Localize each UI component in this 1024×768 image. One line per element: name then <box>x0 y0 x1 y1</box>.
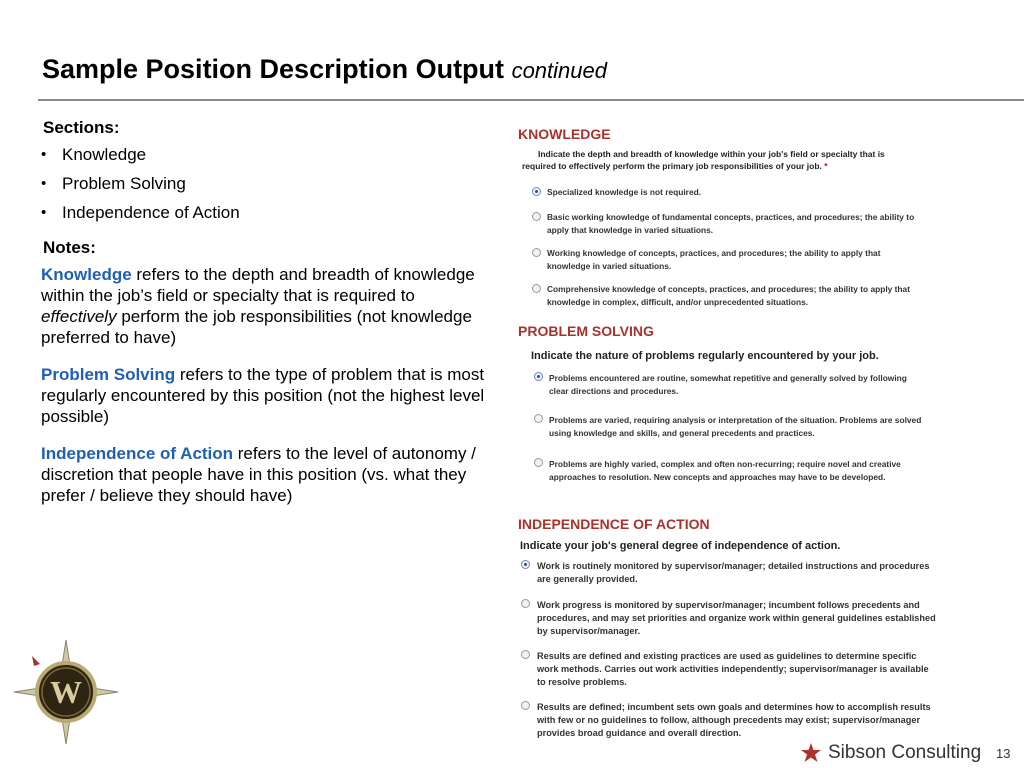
problem-solving-option-3-radio[interactable] <box>534 458 543 467</box>
notes-heading: Notes: <box>43 238 96 257</box>
star-logo-icon <box>800 742 822 764</box>
problem-solving-option-2: Problems are varied, requiring analysis or interpretation of the situation. Problems are solved using knowledge and skills, and general precedents and practices. <box>549 415 922 438</box>
independence-option-1-radio[interactable] <box>521 560 530 569</box>
knowledge-option-4: Comprehensive knowledge of concepts, practices, and procedures; the ability to apply that knowledge in complex, difficult, and/or unprecedented situations. <box>547 284 910 307</box>
knowledge-option-2: Basic working knowledge of fundamental concepts, practices, and procedures; the ability to apply that knowledge in varied situations. <box>547 212 915 235</box>
note-text: perform the job responsibilities (not knowledge preferred to have) <box>41 307 472 347</box>
knowledge-option-3: Working knowledge of concepts, practices, and procedures; the ability to apply that knowledge in varied situations. <box>547 248 881 271</box>
title-sub: continued <box>511 58 607 83</box>
note-emphasis: effectively <box>41 307 117 326</box>
required-mark: * <box>824 161 828 171</box>
note-term: Problem Solving <box>41 365 176 384</box>
independence-option-2-radio[interactable] <box>521 599 530 608</box>
list-item <box>41 173 491 194</box>
bullet-icon: • <box>41 175 47 192</box>
independence-option-3: Results are defined and existing practices are used as guidelines to determine specific work methods. Carries out work activities independently; supervisor/manager is available to resolve problems. <box>537 651 929 687</box>
note-text: refers to the type of problem that is most regularly encountered by this position (not the highest level possible) <box>41 365 485 426</box>
note-problem-solving <box>41 364 491 427</box>
sections-heading: Sections: <box>43 118 120 137</box>
list-item-label: Problem Solving <box>62 174 186 193</box>
notes-panel <box>41 117 491 522</box>
list-item-label: Independence of Action <box>62 203 240 222</box>
problem-solving-option-2-radio[interactable] <box>534 414 543 423</box>
knowledge-option-1-radio[interactable] <box>532 187 541 196</box>
logo-letter: W <box>50 674 82 710</box>
knowledge-option-3-radio[interactable] <box>532 248 541 257</box>
independence-option-3-radio[interactable] <box>521 650 530 659</box>
knowledge-heading: KNOWLEDGE <box>518 126 611 142</box>
independence-option-2: Work progress is monitored by supervisor/manager; incumbent follows precedents and procedures, and may set priorities and organize work within general guidelines established by supervisor/manager. <box>537 600 936 636</box>
note-text: refers to the depth and breadth of knowledge within the job’s field or specialty that is required to <box>41 265 475 305</box>
page-number: 13 <box>996 746 1011 761</box>
note-knowledge <box>41 264 491 348</box>
independence-heading: INDEPENDENCE OF ACTION <box>518 516 710 532</box>
compass-logo-icon <box>10 636 122 748</box>
bullet-icon: • <box>41 204 47 221</box>
independence-option-4: Results are defined; incumbent sets own goals and determines how to accomplish results with few or no guidelines to follow, although precedents may exist; supervisor/manager provides broad guidance and overall direction. <box>537 702 931 738</box>
problem-solving-option-1-radio[interactable] <box>534 372 543 381</box>
sections-list <box>41 144 491 223</box>
question-text: Indicate the depth and breadth of knowledge within your job's field or specialty that is required to effectively perform the primary job responsibilities of your job. <box>522 149 885 171</box>
problem-solving-option-1: Problems encountered are routine, somewhat repetitive and generally solved by following clear directions and procedures. <box>549 373 907 396</box>
note-term: Knowledge <box>41 265 132 284</box>
list-item-label: Knowledge <box>62 145 147 164</box>
title-main: Sample Position Description Output <box>42 54 505 84</box>
sibson-brand <box>800 740 981 766</box>
knowledge-question <box>522 148 912 172</box>
problem-solving-heading: PROBLEM SOLVING <box>518 323 654 339</box>
independence-option-4-radio[interactable] <box>521 701 530 710</box>
list-item <box>41 144 491 165</box>
independence-option-1: Work is routinely monitored by supervisor/manager; detailed instructions and procedures are generally provided. <box>537 561 930 584</box>
brand-name: Sibson Consulting <box>828 742 982 763</box>
knowledge-option-4-radio[interactable] <box>532 284 541 293</box>
note-text: refers to the level of autonomy / discretion that people have in this position (vs. what they prefer / believe they should have) <box>41 444 476 505</box>
knowledge-option-1: Specialized knowledge is not required. <box>547 187 702 197</box>
page-title <box>42 54 607 85</box>
problem-solving-option-3: Problems are highly varied, complex and often non-recurring; require novel and creative approaches to resolution. New concepts and approaches may have to be developed. <box>549 459 901 482</box>
knowledge-option-2-radio[interactable] <box>532 212 541 221</box>
independence-question: Indicate your job's general degree of independence of action. <box>520 540 841 552</box>
problem-solving-question: Indicate the nature of problems regularly encountered by your job. <box>531 350 879 362</box>
bullet-icon: • <box>41 146 47 163</box>
title-divider <box>38 99 1024 101</box>
note-independence <box>41 443 491 506</box>
note-term: Independence of Action <box>41 444 234 463</box>
list-item <box>41 202 491 223</box>
